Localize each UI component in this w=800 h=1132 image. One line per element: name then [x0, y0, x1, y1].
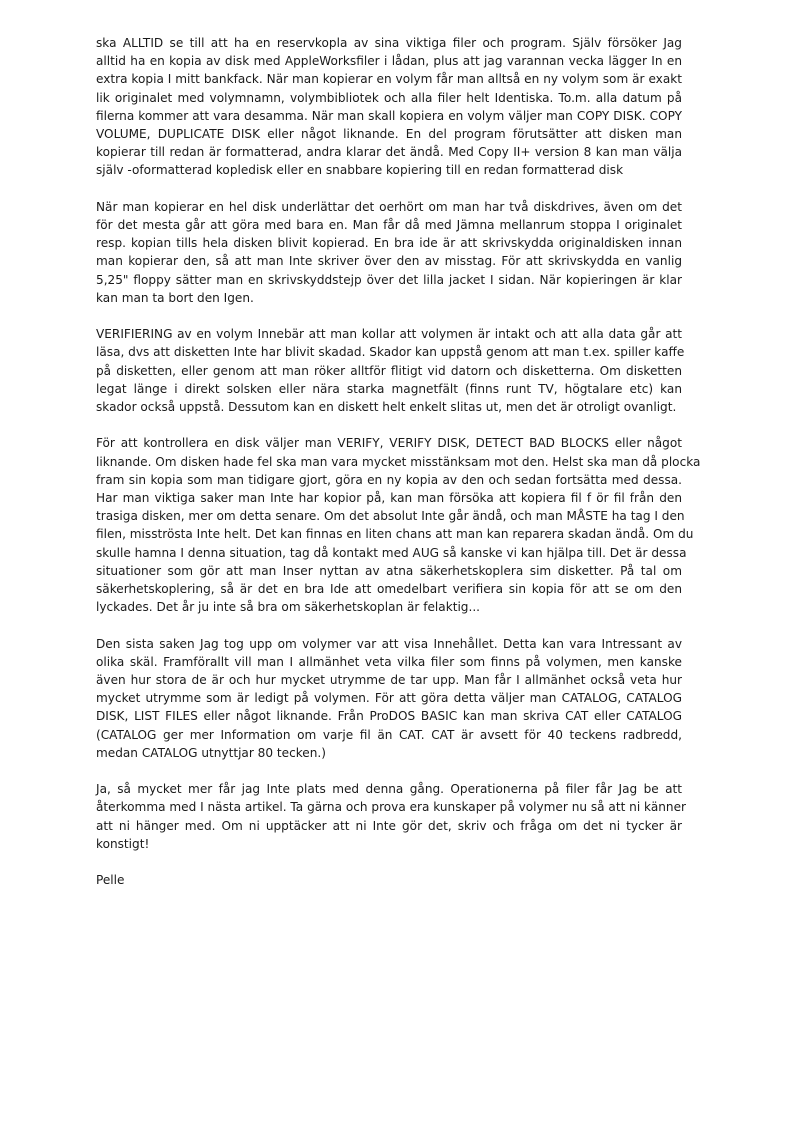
paragraph	[96, 325, 685, 416]
paragraph-line: man kopierar den, så att man Inte skriver över den av misstag. För att skrivskydda en vanlig	[96, 254, 682, 269]
paragraph-line: liknande. Om disken hade fel ska man vara mycket misstänksam mot den. Helst ska man då plocka	[96, 454, 701, 469]
paragraph-line: filerna kommer att vara desamma. När man skall kopiera en volym väljer man COPY DISK. COPY	[96, 108, 682, 123]
paragraph	[96, 198, 682, 307]
paragraph-line: Den sista saken Jag tog upp om volymer var att visa Innehållet. Detta kan vara Intressant av	[96, 636, 682, 651]
paragraph-line: DISK, LIST FILES eller något liknande. Från ProDOS BASIC kan man skriva CAT eller CATALOG	[96, 709, 682, 724]
paragraph	[96, 34, 682, 180]
paragraph	[96, 635, 682, 762]
paragraph-line: filen, misströsta Inte helt. Det kan finnas en liten chans att man kan reparera skadan ändå. Om du	[96, 527, 694, 542]
paragraph-line: 5,25" floppy sätter man en skrivskyddstejp över det lilla jacket I sidan. När kopieringen är klar	[96, 272, 682, 287]
paragraph-line: mycket utrymme som är ledigt på volymen. För att göra detta väljer man CATALOG, CATALOG	[96, 691, 682, 706]
paragraph-line: även hur stora de är och hur mycket utrymme de tar upp. Man får I allmänhet också veta hur	[96, 673, 682, 688]
paragraph-line: skulle hamna I denna situation, tag då kontakt med AUG så kanske vi kan hjälpa till. Det är dessa	[96, 545, 687, 560]
paragraph-line: För att kontrollera en disk väljer man VERIFY, VERIFY DISK, DETECT BAD BLOCKS eller något	[96, 436, 682, 451]
document-page	[96, 34, 701, 889]
paragraph-line: lik originalet med volymnamn, volymbibliotek och alla filer helt Identiska. To.m. alla datum på	[96, 90, 682, 105]
paragraph	[96, 434, 701, 616]
article-body	[96, 34, 701, 853]
paragraph-line: kan man ta bort den Igen.	[96, 290, 254, 305]
paragraph-line: att ni hänger med. Om ni upptäcker att ni Inte gör det, skriv och fråga om det ni tycker är	[96, 818, 682, 833]
paragraph	[96, 780, 686, 853]
paragraph-line: olika skäl. Framförallt vill man I allmänhet veta vilka filer som finns på volymen, men kanske	[96, 654, 682, 669]
paragraph-line: lyckades. Det år ju inte så bra om säkerhetskoplan är felaktig...	[96, 600, 481, 615]
author-signature: Pelle	[96, 873, 125, 888]
paragraph-line: läsa, dvs att disketten Inte har blivit skadad. Skador kan uppstå genom att man t.ex. spiller kaffe	[96, 345, 685, 360]
paragraph-line: medan CATALOG utnyttjar 80 tecken.)	[96, 745, 326, 760]
paragraph-line: När man kopierar en hel disk underlättar det oerhört om man har två diskdrives, även om det	[96, 199, 682, 214]
paragraph-line: själv -oformatterad kopledisk eller en snabbare kopiering till en redan formatterad disk	[96, 163, 624, 178]
paragraph-line: VERIFIERING av en volym Innebär att man kollar att volymen är intakt och att alla data går att	[96, 327, 682, 342]
paragraph-line: situationer som gör att man Inser nyttan av atna säkerhetskoplera sim disketter. På tal om	[96, 563, 682, 578]
paragraph-line: för det mesta går att göra med bara en. Man får då med Jämna mellanrum stoppa I originalet	[96, 218, 682, 233]
paragraph-line: legat länge i direkt solsken eller nära starka magnetfält (finns runt TV, högtalare etc) kan	[96, 381, 682, 396]
paragraph-line: säkerhetskoplering, så är det en bra Ide att omedelbart verifiera sin kopia för att se om den	[96, 582, 682, 597]
paragraph-line: skador också uppstå. Dessutom kan en diskett helt enkelt slitas ut, men det är otroligt ovanligt.	[96, 400, 677, 415]
paragraph-line: kopierar till redan är formatterad, andra klarar det ändå. Med Copy II+ version 8 kan man välja	[96, 145, 682, 160]
paragraph-line: på disketten, eller genom att man röker alltför flitigt vid datorn och disketterna. Om disketten	[96, 363, 682, 378]
paragraph-line: VOLUME, DUPLICATE DISK eller något liknande. En del program förutsätter att disken man	[96, 127, 682, 142]
paragraph-line: konstigt!	[96, 836, 150, 851]
paragraph-line: alltid ha en kopia av disk med AppleWorksfiler i lådan, plus att jag varannan vecka lägger In en	[96, 54, 682, 69]
paragraph-line: trasiga disken, mer om detta senare. Om det absolut Inte går ändå, och man MÅSTE ha tag I den	[96, 509, 685, 524]
paragraph-line: (CATALOG ger mer Information om varje fil än CAT. CAT är avsett för 40 teckens radbredd,	[96, 727, 682, 742]
paragraph-line: extra kopia I mitt bankfack. När man kopierar en volym får man alltså en ny volym som är exakt	[96, 72, 682, 87]
paragraph-line: ska ALLTID se till att ha en reservkopla av sina viktiga filer och program. Själv försöker Jag	[96, 36, 682, 50]
paragraph-line: Har man viktiga saker man Inte har kopior på, kan man försöka att kopiera fil f ör fil från den	[96, 491, 682, 506]
paragraph-line: Ja, så mycket mer får jag Inte plats med denna gång. Operationerna på filer får Jag be att	[96, 782, 682, 797]
paragraph-line: återkomma med I nästa artikel. Ta gärna och prova era kunskaper på volymer nu så att ni känner	[96, 800, 686, 815]
paragraph-line: resp. kopian tills hela disken blivit kopierad. En bra ide är att skrivskydda originaldisken innan	[96, 236, 682, 251]
paragraph-line: fram sin kopia som man tidigare gjort, göra en ny kopia av den och sedan fortsätta med dessa.	[96, 472, 682, 487]
